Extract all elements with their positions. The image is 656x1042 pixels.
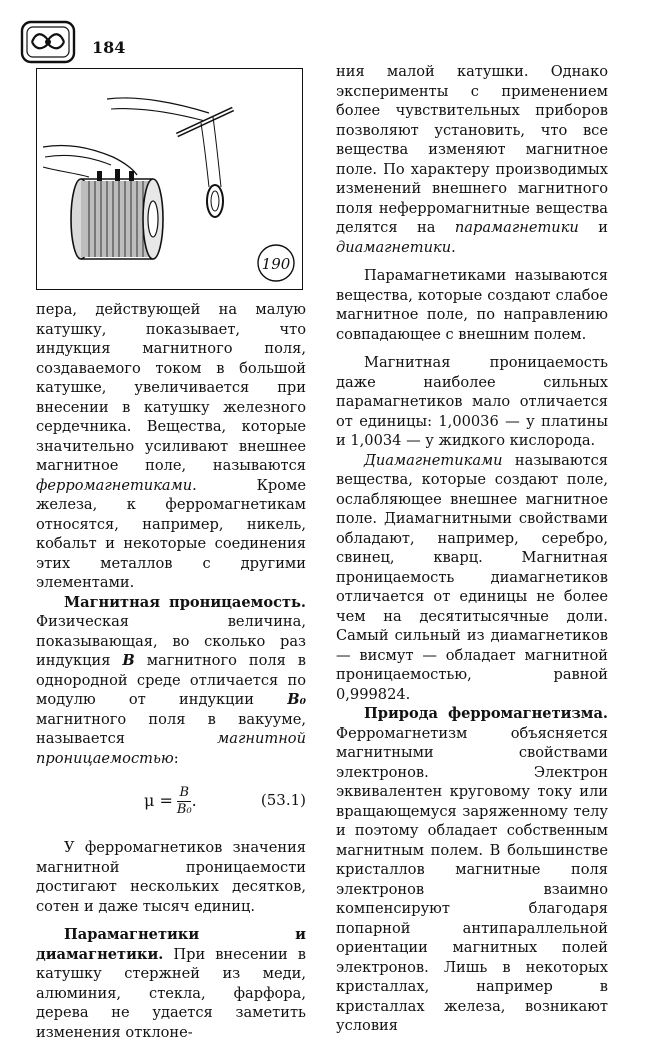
paragraph-ferro-values: У ферромагнетиков значения магнитной проницаемости достигают нескольких десятков, сотен и даже тысяч единиц. [36, 839, 306, 915]
figure-number-circle [256, 243, 296, 283]
figure-number: 190 [261, 255, 291, 273]
paragraph-ferromagnetics: пера, действующей на малую катушку, показывает, что индукция магнитного поля, создаваемого током в большой катушке, увеличивается при внесении в катушку железного сердечника. Вещества, которые значительно усиливают внешнее магнитное поле, называются ферромагнетиками. Кроме железа, к ферромагнетикам относятся, например, никель, кобальт и некоторые соединения этих металлов с другими элементами. [36, 301, 306, 591]
section-heading-para-dia: Парамагнетики и диамагнетики. [36, 926, 306, 963]
equation-number: (53.1) [260, 791, 306, 810]
section-heading-permeability: Магнитная проницаемость. [64, 593, 306, 611]
left-column [36, 300, 306, 1042]
section-heading-nature: Природа ферромагнетизма. [364, 705, 608, 722]
right-column [336, 62, 608, 1036]
paragraph-permeability: Магнитная проницаемость. Физическая величина, показывающая, во сколько раз индукция B магнитного поля в однородной среде отличается по модулю от индукции B₀ магнитного поля в вакууме, называется магнитной проницаемостью: [36, 593, 306, 767]
paragraph-ferromagnetism-nature: Природа ферромагнетизма. Ферромагнетизм объясняется магнитными свойствами электронов. Электрон эквивалентен круговому току или вращающемуся заряженному телу и поэтому обладает собственным магнитным полем. В большинстве кристаллов магнитные поля электронов взаимно компенсируют благодаря попарной антипараллельной ориентации магнитных полей электронов. Лишь в некоторых кристаллах, например в кристаллах железа, возникают условия [336, 705, 608, 1034]
paragraph-para-permeability: Магнитная проницаемость даже наиболее сильных парамагнетиков мало отличается от единицы: 1,00036 — у платины и 1,0034 — у жидкого кислорода. [336, 354, 608, 449]
paragraph-experiments: ния малой катушки. Однако эксперименты с применением более чувствительных приборов позволяют установить, что все вещества изменяют магнитное поле. По характеру производимых изменений внешнего магнитного поля неферромагнитные вещества делятся на парамагнетики и диамагнетики. [336, 63, 608, 256]
paragraph-diamagnetics: Диамагнетиками называются вещества, которые создают поле, ослабляющее внешнее магнитное поле. Диамагнитными свойствами обладают, например, серебро, свинец, кварц. Магнитная проницаемость диамагнетиков отличается от единицы не более чем на десятитысячные доли. Самый сильный из диамагнетиков — висмут — обладает магнитной проницаемостью, равной 0,999824. [336, 451, 608, 703]
book-logo [20, 20, 76, 64]
formula-53-1: μ = $\frac{B}{\text{B₀}}$ . (53.1) [144, 784, 306, 817]
paragraph-para-dia: Парамагнетики и диамагнетики. При внесении в катушку стержней из меди, алюминия, стекла, фарфора, дерева не удается заметить изменения отклоне- [36, 926, 306, 1041]
figure-190 [36, 68, 303, 290]
paragraph-paramagnetics: Парамагнетиками называются вещества, которые создают слабое магнитное поле, по направлению совпадающее с внешним полем. [336, 267, 608, 343]
page-number: 184 [92, 38, 126, 57]
